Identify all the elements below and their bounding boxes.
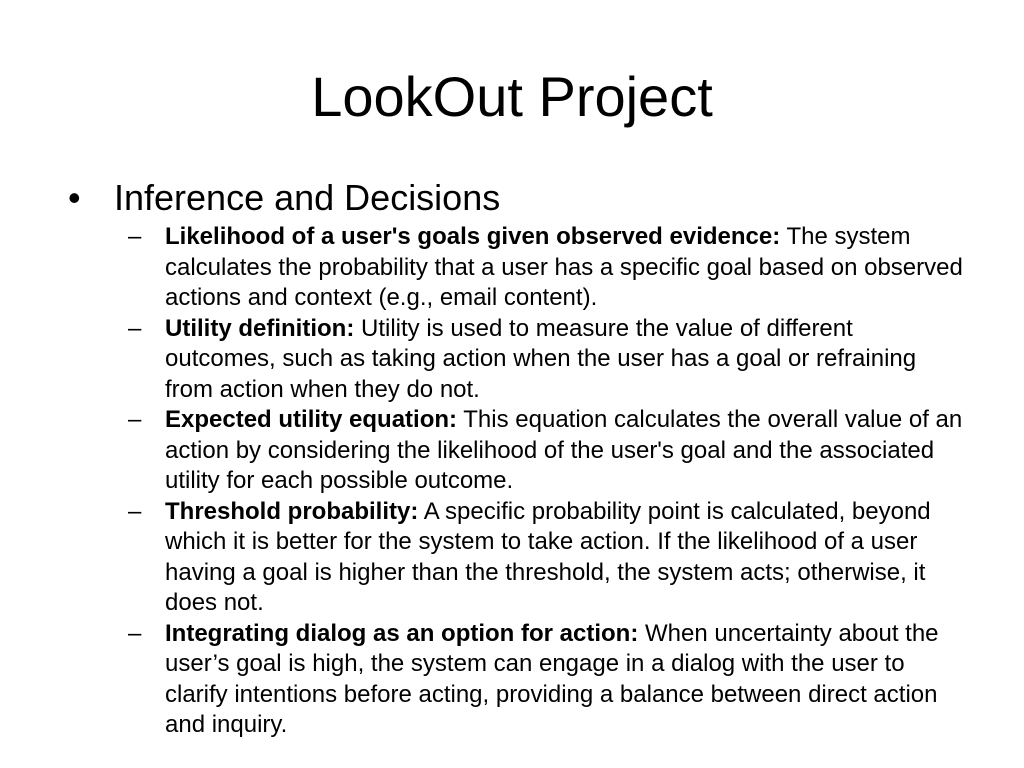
bullet-marker: • xyxy=(68,177,81,218)
sub-bullet-term: Threshold probability: xyxy=(165,497,419,525)
sub-bullet-threshold-probability xyxy=(128,497,968,619)
sub-bullet-text: The system calculates the probability that a user has a specific goal based on observed actions and context (e.g., email content). xyxy=(165,223,963,311)
sub-bullet-term: Expected utility equation: xyxy=(165,406,458,433)
main-bullet-text: Inference and Decisions xyxy=(114,177,501,218)
dash-marker: – xyxy=(128,619,142,647)
slide-title: LookOut Project xyxy=(311,65,713,128)
sub-bullet-dialog-option xyxy=(128,619,968,741)
dash-marker: – xyxy=(128,223,142,250)
sub-bullet-term: Utility definition: xyxy=(165,314,355,342)
sub-bullet-likelihood xyxy=(128,222,968,314)
sub-bullet-term: Integrating dialog as an option for action: xyxy=(165,619,639,647)
sub-bullet-text: A specific probability point is calculated, beyond which it is better for the system to take action. If the likelihood of a user having a goal is higher than the threshold, the system acts; otherwise, it does not. xyxy=(165,497,931,616)
dash-marker: – xyxy=(128,497,142,525)
sub-bullet-expected-utility xyxy=(128,405,968,497)
dash-marker: – xyxy=(128,314,142,342)
sub-bullet-text: When uncertainty about the user’s goal is high, the system can engage in a dialog with the user to clarify intentions before acting, providing a balance between direct action and inquiry. xyxy=(165,619,939,738)
dash-marker: – xyxy=(128,406,142,433)
sub-bullet-list xyxy=(128,222,968,741)
sub-bullet-term: Likelihood of a user's goals given observed evidence: xyxy=(165,223,781,250)
sub-bullet-utility-definition xyxy=(128,314,968,406)
sub-bullet-text: This equation calculates the overall value of an action by considering the likelihood of the user's goal and the associated utility for each possible outcome. xyxy=(165,406,963,494)
sub-bullet-text: Utility is used to measure the value of different outcomes, such as taking action when the user has a goal or refraining from action when they do not. xyxy=(165,314,917,403)
